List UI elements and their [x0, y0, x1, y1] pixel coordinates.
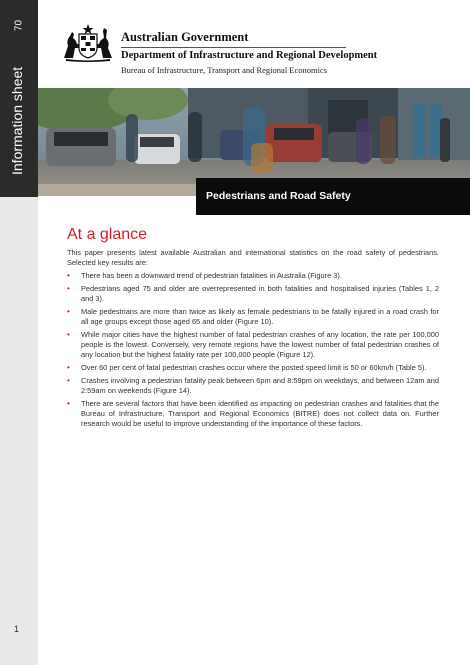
issue-number: 70 — [13, 19, 25, 32]
title-banner — [196, 178, 470, 215]
bureau-name: Bureau of Infrastructure, Transport and Regional Economics — [121, 65, 328, 75]
list-item: • While major cities have the highest number of fatal pedestrian crashes of any location, the rate per 100,000 people is the lowest. Conversely, very remote regions have the lowest number of fatal pedestrian crashes of any location but the highest fatality rate per 100,000 people (Figure 12). — [67, 330, 439, 359]
list-item: • There are several factors that have been identified as impacting on pedestrian crashes and fatalities that the Bureau of Infrastructure, Transport and Regional Economics (BITRE) does not collect data on. Further research would be useful to improve understanding of the importance of these factors. — [67, 399, 439, 428]
list-item: • There has been a downward trend of pedestrian fatalities in Australia (Figure 3). — [67, 271, 342, 280]
bullet-icon: • — [67, 307, 70, 316]
list-item: • Crashes involving a pedestrian fatality peak between 6pm and 8:59pm on weekdays, and between 12am and 2:59am on weekends (Figure 14). — [67, 376, 439, 395]
bullet-icon: • — [67, 271, 70, 280]
coat-of-arms-icon — [60, 22, 116, 62]
bullet-icon: • — [67, 330, 70, 339]
divider — [121, 47, 346, 48]
sidebar-light-panel — [0, 197, 38, 665]
bullet-icon: • — [67, 399, 70, 408]
bullet-icon: • — [67, 284, 70, 293]
page-number: 1 — [14, 624, 20, 634]
list-item: • Over 60 per cent of fatal pedestrian crashes occur where the posted speed limit is 50 or 60km/h (Table 5). — [67, 363, 427, 372]
intro-paragraph: This paper presents latest available Australian and international statistics on the road safety of pedestrians. Selected key results are: — [67, 248, 439, 267]
department-name: Department of Infrastructure and Regional Development — [121, 50, 378, 61]
section-heading: At a glance — [67, 226, 148, 243]
government-name: Australian Government — [121, 30, 249, 44]
bullet-icon: • — [67, 363, 70, 372]
list-item: • Pedestrians aged 75 and older are overrepresented in both fatalities and hospitalised injuries (Tables 1, 2 and 3). — [67, 284, 439, 303]
bullet-icon: • — [67, 376, 70, 385]
list-item: • Male pedestrians are more than twice as likely as female pedestrians to be fatally injured in a road crash for all age groups except those aged 65 and older (Figure 10). — [67, 307, 439, 326]
key-results-list — [67, 271, 439, 432]
sheet-label: Information sheet — [9, 66, 25, 175]
document-title: Pedestrians and Road Safety — [206, 190, 351, 202]
